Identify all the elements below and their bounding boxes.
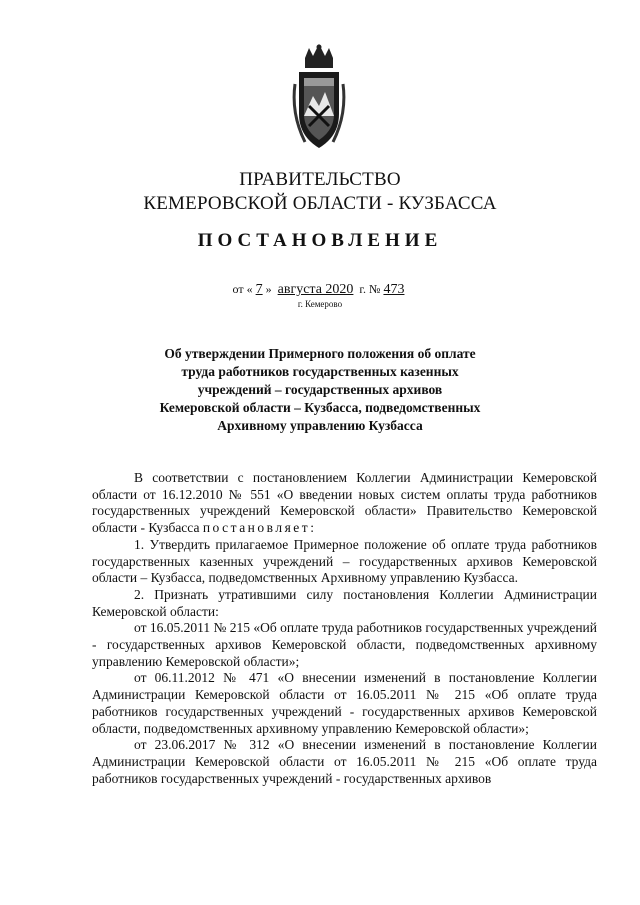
document-city: г. Кемерово: [297, 299, 343, 309]
paragraph-repealed-2: от 06.11.2012 № 471 «О внесении изменений в постановление Коллегии Администрации Кемеровской области от 16.05.2011 № 215 «Об оплате труда работников государственных учреждений - государственных архивов Кемеровской области, подведомственных архивному управлению Кемеровской области»;: [92, 670, 597, 736]
organization-name-line1: ПРАВИТЕЛЬСТВО: [239, 169, 401, 190]
title-line: труда работников государственных казенных: [181, 364, 459, 379]
document-type-heading: ПОСТАНОВЛЕНИЕ: [197, 230, 443, 251]
paragraph-repealed-3: от 23.06.2017 № 312 «О внесении изменений в постановление Коллегии Администрации Кемеровской области от 16.05.2011 № 215 «Об оплате труда работников государственных учреждений - государственных архивов: [92, 737, 597, 786]
paragraph-item-1: 1. Утвердить прилагаемое Примерное положение об оплате труда работников государственных казенных учреждений – государственных архивов Кемеровской области – Кузбасса, подведомственных Архивному управлению Кузбасса.: [92, 536, 597, 586]
resolves-word: постановляет:: [202, 520, 317, 536]
document-title: [120, 345, 520, 435]
title-line: учреждений – государственных архивов: [197, 382, 443, 397]
title-line: Об утверждении Примерного положения об оплате: [164, 346, 476, 361]
date-month-year: августа 2020: [277, 282, 354, 297]
document-body: [92, 470, 597, 787]
organization-name-line2: КЕМЕРОВСКОЙ ОБЛАСТИ - КУЗБАССА: [143, 193, 497, 214]
number-prefix: г. №: [359, 282, 381, 296]
document-dateline: [0, 282, 640, 298]
kuzbass-coat-of-arms-icon: [291, 44, 347, 152]
paragraph-preamble: [92, 470, 597, 537]
title-line: Архивному управлению Кузбасса: [217, 418, 423, 433]
document-number: 473: [383, 282, 405, 297]
title-line: Кемеровской области – Кузбасса, подведомственных: [159, 400, 481, 415]
paragraph-item-2: 2. Признать утратившими силу постановления Коллегии Администрации Кемеровской области:: [92, 586, 597, 619]
date-day: 7: [255, 282, 263, 297]
date-prefix: от «: [232, 282, 253, 296]
paragraph-repealed-1: от 16.05.2011 № 215 «Об оплате труда работников государственных учреждений - государственных архивов Кемеровской области, подведомственных архивному управлению Кемеровской области»;: [92, 620, 597, 669]
date-mid: »: [265, 282, 272, 296]
preamble-text: В соответствии с постановлением Коллегии Администрации Кемеровской области от 16.12.2010 № 551 «О введении новых систем оплаты труда работников государственных учреждений Кемеровской области» Правительство Кемеровской области - Кузбасса: [92, 470, 597, 536]
